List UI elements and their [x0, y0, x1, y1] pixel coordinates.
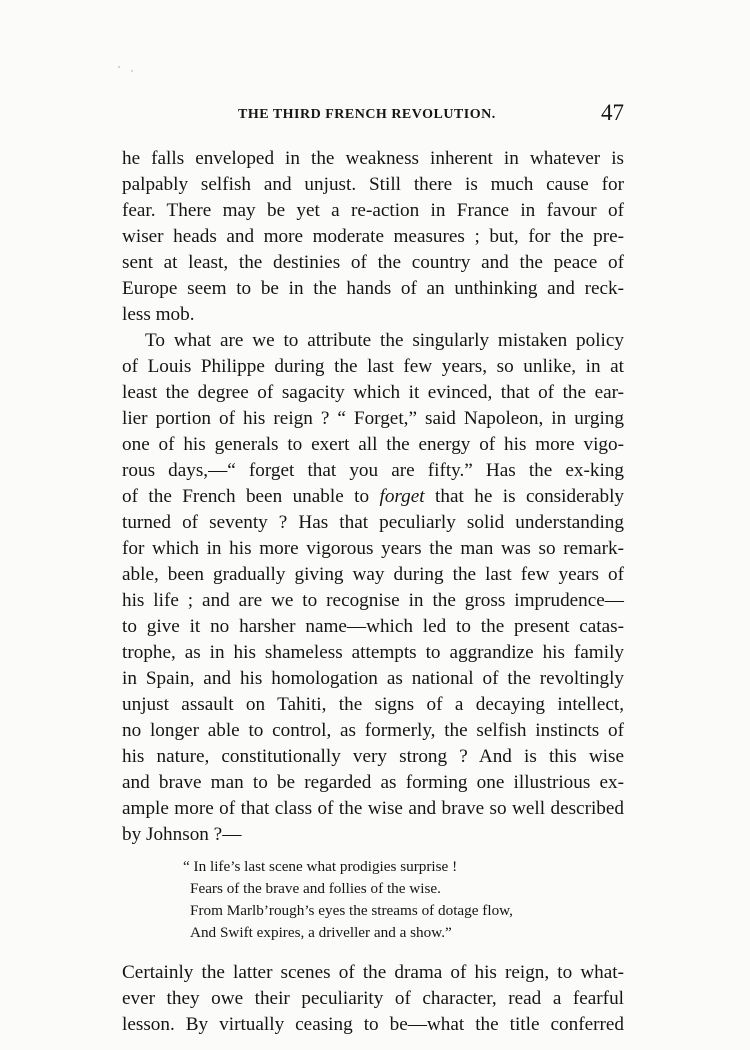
text-line: lier portion of his reign ? “ Forget,” said Napoleon, in urging — [122, 408, 624, 429]
text-line: one of his generals to exert all the energy of his more vigo- — [122, 434, 624, 455]
text-line: trophe, as in his shameless attempts to aggrandize his family — [122, 642, 624, 663]
text-line: lesson. By virtually ceasing to be—what the title conferred — [122, 1014, 624, 1035]
text-line: of Louis Philippe during the last few years, so unlike, in at — [122, 356, 624, 377]
text-line: To what are we to attribute the singularly mistaken policy — [145, 330, 624, 351]
text-line: unjust assault on Tahiti, the signs of a decaying intellect, — [122, 694, 624, 715]
text-line: turned of seventy ? Has that peculiarly solid understanding — [122, 512, 624, 533]
text-line: less mob. — [122, 304, 195, 325]
text-line: his nature, constitutionally very strong ? And is this wise — [122, 746, 624, 767]
text-line: and brave man to be regarded as forming one illustrious ex- — [122, 772, 624, 793]
text-line: able, been gradually giving way during the last few years of — [122, 564, 624, 585]
text-line: ever they owe their peculiarity of character, read a fearful — [122, 988, 624, 1009]
verse-line: Fears of the brave and follies of the wise. — [190, 880, 441, 897]
verse-line: And Swift expires, a driveller and a show.” — [190, 924, 452, 941]
text-line: sent at least, the destinies of the country and the peace of — [122, 252, 624, 273]
text-line: ample more of that class of the wise and brave so well described — [122, 798, 624, 819]
text-line: for which in his more vigorous years the man was so remark- — [122, 538, 624, 559]
text-line: of the French been unable to forget that he is considerably — [122, 486, 625, 507]
text-line: least the degree of sagacity which it evinced, that of the ear- — [122, 382, 624, 403]
text-line: Certainly the latter scenes of the drama of his reign, to what- — [122, 962, 624, 983]
text-line: in Spain, and his homologation as national of the revoltingly — [122, 668, 624, 689]
text-line: wiser heads and more moderate measures ; but, for the pre- — [122, 226, 624, 247]
verse-line: From Marlb’rough’s eyes the streams of dotage flow, — [190, 902, 513, 919]
page-number: 47 — [601, 100, 624, 125]
italic-emphasis: forget — [379, 486, 425, 507]
text-line: by Johnson ?— — [122, 824, 242, 845]
text-line: he falls enveloped in the weakness inherent in whatever is — [122, 148, 624, 169]
paper-speck — [118, 66, 120, 68]
text-line: rous days,—“ forget that you are fifty.” Has the ex-king — [122, 460, 624, 481]
text-line: fear. There may be yet a re-action in France in favour of — [122, 200, 624, 221]
running-title: THE THIRD FRENCH REVOLUTION. — [238, 107, 496, 122]
text-line: palpably selfish and unjust. Still there is much cause for — [122, 174, 624, 195]
paper-speck — [131, 70, 133, 72]
text-line: his life ; and are we to recognise in the gross imprudence— — [122, 590, 624, 611]
text-line: Europe seem to be in the hands of an unthinking and reck- — [122, 278, 624, 299]
text-line: to give it no harsher name—which led to the present catas- — [122, 616, 624, 637]
running-head — [122, 100, 626, 132]
text-line: no longer able to control, as formerly, the selfish instincts of — [122, 720, 624, 741]
verse-line: “ In life’s last scene what prodigies surprise ! — [183, 858, 458, 875]
